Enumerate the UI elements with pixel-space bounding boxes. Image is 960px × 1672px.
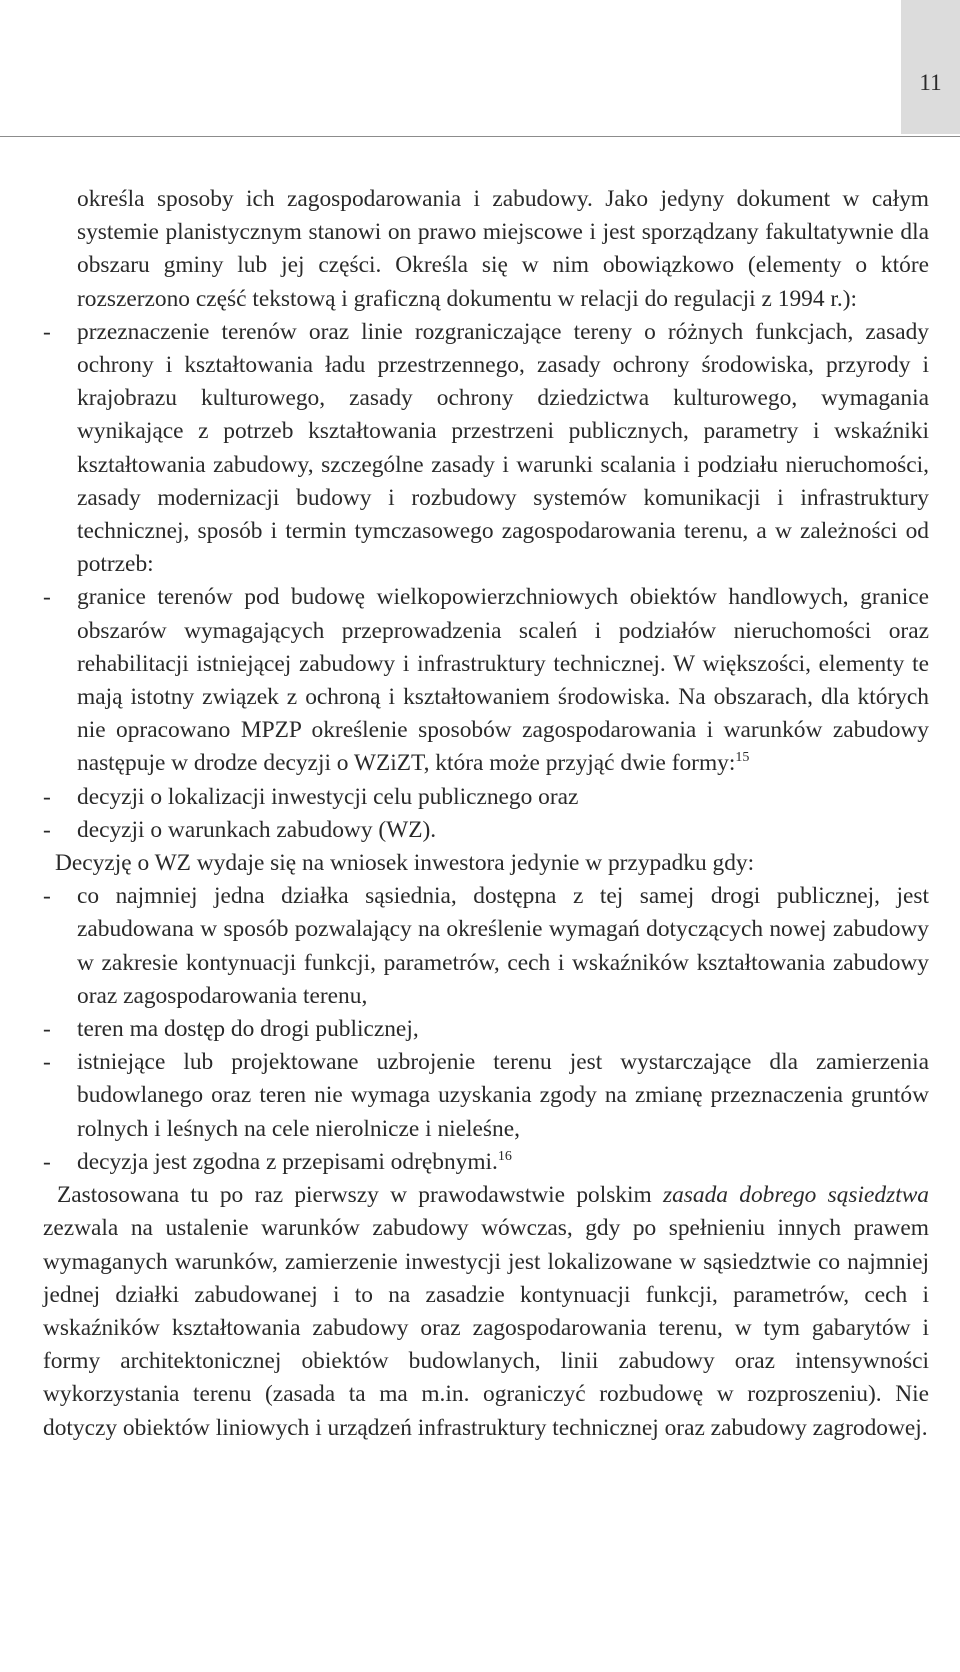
list-dash: - <box>43 584 51 611</box>
list-item-text: co najmniej jedna działka sąsiednia, dostępna z tej samej drogi publicznej, jest zabudowana w sposób pozwalający na określenie wymagań dotyczących nowej zabudowy w zakresie kontynuacji funkcji, parametrów, cech i wskaźników kształtowania zabudowy oraz zagospodarowania terenu, <box>77 883 929 1009</box>
list-item-text-with-footnote <box>77 1146 929 1179</box>
list-item <box>43 880 929 1013</box>
list-dash: - <box>43 1049 51 1076</box>
final-text-end: zezwala na ustalenie warunków zabudowy wówczas, gdy po spełnieniu innych prawem wymaganych warunków, zamierzenie inwestycji jest lokalizowane w sąsiedztwie co najmniej jednej działki zabudowanej i to na zasadzie kontynuacji funkcji, parametrów, cech i wskaźników kształtowania zabudowy oraz zagospodarowania terenu, w tym gabarytów i formy architektonicznej obiektów budowlanych, linii zabudowy oraz intensywności wykorzystania terenu (zasada ta ma m.in. ograniczyć rozbudowę w rozproszeniu). Nie dotyczy obiektów liniowych i urządzeń infrastruktury technicznej oraz zabudowy zagrodowej. <box>43 1215 929 1441</box>
wz-paragraph: Decyzję o WZ wydaje się na wniosek inwestora jedynie w przypadku gdy: <box>55 850 755 877</box>
list-dash: - <box>43 783 51 810</box>
intro-paragraph: określa sposoby ich zagospodarowania i zabudowy. Jako jedyny dokument w całym systemie planistycznym stanowi on prawo miejscowe i jest sporządzany fakultatywnie dla obszaru gminy lub jej części. Określa się w nim obowiązkowo (elementy o które rozszerzono część tekstową i graficzną dokumentu w relacji do regulacji z 1994 r.): <box>77 186 929 312</box>
footnote-ref: 15 <box>735 750 750 766</box>
list-item-text: decyzji o warunkach zabudowy (WZ). <box>77 816 437 843</box>
list-item-text: teren ma dostęp do drogi publicznej, <box>77 1016 419 1043</box>
header-divider <box>0 136 960 137</box>
list-item <box>43 581 929 780</box>
list-dash: - <box>43 1016 51 1043</box>
list-dash: - <box>43 1148 51 1175</box>
list-item-text: przeznaczenie terenów oraz linie rozgraniczające tereny o różnych funkcjach, zasady ochrony i kształtowania ładu przestrzennego, zasady ochrony środowiska, przyrody i krajobrazu kulturowego, zasady ochrony dziedzictwa kulturowego, wymagania wynikające z potrzeb kształtowania przestrzeni publicznych, parametry i wskaźniki kształtowania zabudowy, szczególne zasady i warunki scalania i podziału nieruchomości, zasady modernizacji budowy i rozbudowy systemów komunikacji i infrastruktury technicznej, sposób i termin tymczasowego zagospodarowania terenu, a w zależności od potrzeb: <box>77 318 929 578</box>
list-item-text-with-footnote <box>77 581 929 780</box>
list-item-text: decyzji o lokalizacji inwestycji celu publicznego oraz <box>77 783 579 810</box>
list-item-text: granice terenów pod budowę wielkopowierzchniowych obiektów handlowych, granice obszarów wymagających przeprowadzenia scaleń i podziałów nieruchomości oraz rehabilitacji istniejącej zabudowy i infrastruktury technicznej. W większości, elementy te mają istotny związek z ochroną i kształtowaniem środowiska. Na obszarach, dla których nie opracowano MPZP określenie sposobów zagospodarowania i warunków zabudowy następuje w drodze decyzji o WZiZT, która może przyjąć dwie formy: <box>77 584 929 777</box>
list-item <box>43 814 929 847</box>
list-dash: - <box>43 816 51 843</box>
page-number: 11 <box>919 70 942 95</box>
list-item <box>43 1046 929 1146</box>
list-item-text: istniejące lub projektowane uzbrojenie terenu jest wystarczające dla zamierzenia budowlanego oraz teren nie wymaga uzyskania zgody na zmianę przeznaczenia gruntów rolnych i leśnych na cele nierolnicze i nieleśne, <box>77 1049 929 1142</box>
list-item <box>43 1146 929 1179</box>
list-item <box>43 316 929 582</box>
list-item <box>43 1013 929 1046</box>
list-item <box>43 781 929 814</box>
list-item-text: decyzja jest zgodna z przepisami odrębnymi. <box>77 1148 498 1175</box>
list-dash: - <box>43 883 51 910</box>
page-number-tab <box>901 0 960 134</box>
list-dash: - <box>43 318 51 345</box>
document-body <box>43 183 929 1445</box>
emphasis-term: zasada dobrego sąsiedztwa <box>662 1182 929 1209</box>
final-text-start: Zastosowana tu po raz pierwszy w prawodawstwie polskim <box>57 1182 663 1209</box>
final-paragraph <box>43 1179 929 1445</box>
footnote-ref: 16 <box>497 1148 512 1164</box>
